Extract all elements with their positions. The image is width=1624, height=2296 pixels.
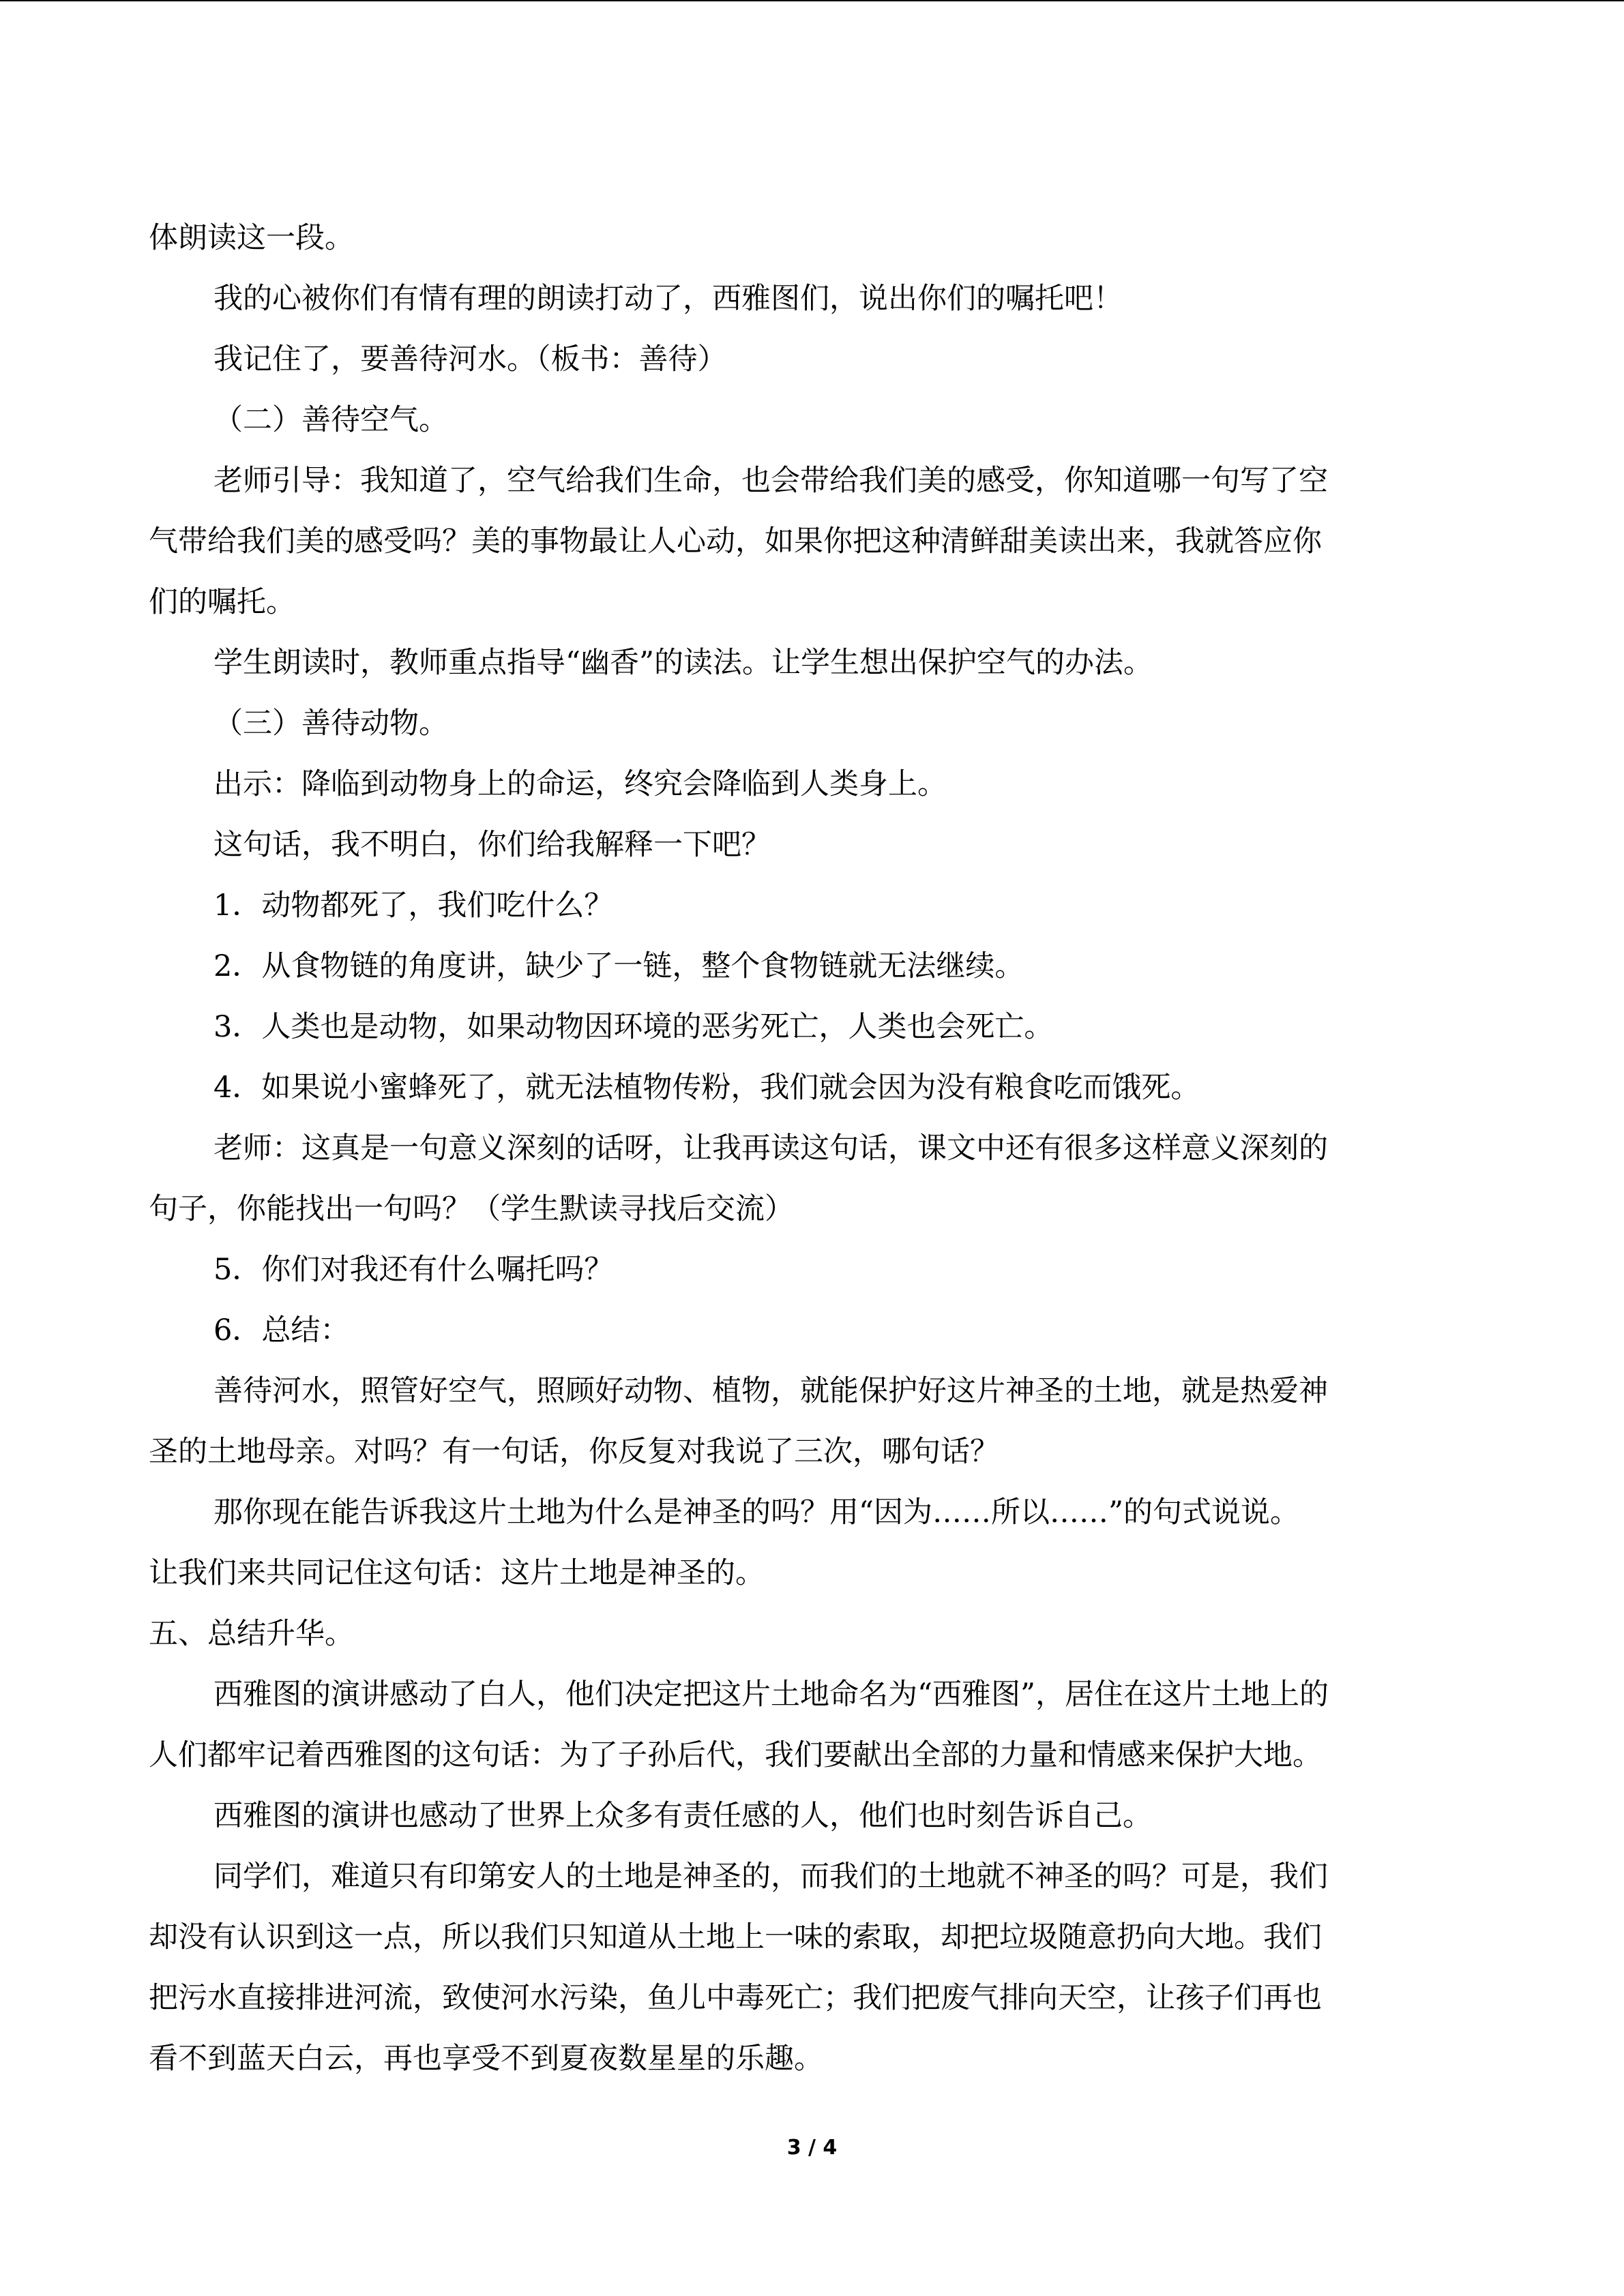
text-line: 气带给我们美的感受吗？美的事物最让人心动，如果你把这种清鲜甜美读出来，我就答应你: [149, 524, 1322, 558]
text-line: 出示：降临到动物身上的命运，终究会降临到人类身上。: [213, 767, 947, 801]
text-line: 善待河水，照管好空气，照顾好动物、植物，就能保护好这片神圣的土地，就是热爱神: [213, 1374, 1328, 1408]
page-number: 3 / 4: [786, 2136, 838, 2160]
text-line: 让我们来共同记住这句话：这片土地是神圣的。: [149, 1556, 765, 1590]
text-line: 那你现在能告诉我这片土地为什么是神圣的吗？用“因为……所以……”的句式说说。: [213, 1495, 1299, 1530]
text-line: 3．人类也是动物，如果动物因环境的恶劣死亡，人类也会死亡。: [213, 1010, 1054, 1044]
text-line: 2．从食物链的角度讲，缺少了一链，整个食物链就无法继续。: [213, 949, 1024, 983]
text-line: 同学们，难道只有印第安人的土地是神圣的，而我们的土地就不神圣的吗？可是，我们: [213, 1860, 1328, 1894]
document-body: [149, 208, 1475, 2089]
text-line: 1．动物都死了，我们吃什么？: [213, 889, 614, 923]
text-line: 这句话，我不明白，你们给我解释一下吧？: [213, 828, 771, 862]
text-line: 体朗读这一段。: [149, 221, 354, 255]
text-line: 5．你们对我还有什么嘱托吗？: [213, 1253, 614, 1287]
text-line: （三）善待动物。: [213, 706, 448, 741]
text-line: 老师：这真是一句意义深刻的话呀，让我再读这句话，课文中还有很多这样意义深刻的: [213, 1131, 1328, 1165]
text-line: 看不到蓝天白云，再也享受不到夏夜数星星的乐趣。: [149, 2042, 823, 2076]
text-line: 五、总结升华。: [149, 1617, 354, 1651]
text-line: 西雅图的演讲感动了白人，他们决定把这片土地命名为“西雅图”，居住在这片土地上的: [213, 1678, 1329, 1712]
text-line: 我记住了，要善待河水。（板书：善待）: [213, 342, 727, 376]
text-line: 6．总结：: [213, 1313, 350, 1347]
text-line: 句子，你能找出一句吗？（学生默读寻找后交流）: [149, 1192, 794, 1226]
text-line: 却没有认识到这一点，所以我们只知道从土地上一味的索取，却把垃圾随意扔向大地。我们: [149, 1920, 1322, 1954]
text-line: 4．如果说小蜜蜂死了，就无法植物传粉，我们就会因为没有粮食吃而饿死。: [213, 1071, 1200, 1105]
page-top-border: [0, 0, 1624, 1]
text-line: 圣的土地母亲。对吗？有一句话，你反复对我说了三次，哪句话？: [149, 1435, 999, 1469]
text-line: 老师引导：我知道了，空气给我们生命，也会带给我们美的感受，你知道哪一句写了空: [213, 464, 1328, 498]
text-line: 们的嘱托。: [149, 585, 295, 619]
text-line: 学生朗读时，教师重点指导“幽香”的读法。让学生想出保护空气的办法。: [213, 646, 1153, 680]
text-line: （二）善待空气。: [213, 403, 448, 437]
text-line: 西雅图的演讲也感动了世界上众多有责任感的人，他们也时刻告诉自己。: [213, 1799, 1152, 1833]
text-line: 把污水直接排进河流，致使河水污染，鱼儿中毒死亡；我们把废气排向天空，让孩子们再也: [149, 1981, 1322, 2015]
text-line: 人们都牢记着西雅图的这句话：为了子孙后代，我们要献出全部的力量和情感来保护大地。: [149, 1738, 1322, 1772]
text-line: 我的心被你们有情有理的朗读打动了，西雅图们，说出你们的嘱托吧！: [213, 282, 1123, 316]
